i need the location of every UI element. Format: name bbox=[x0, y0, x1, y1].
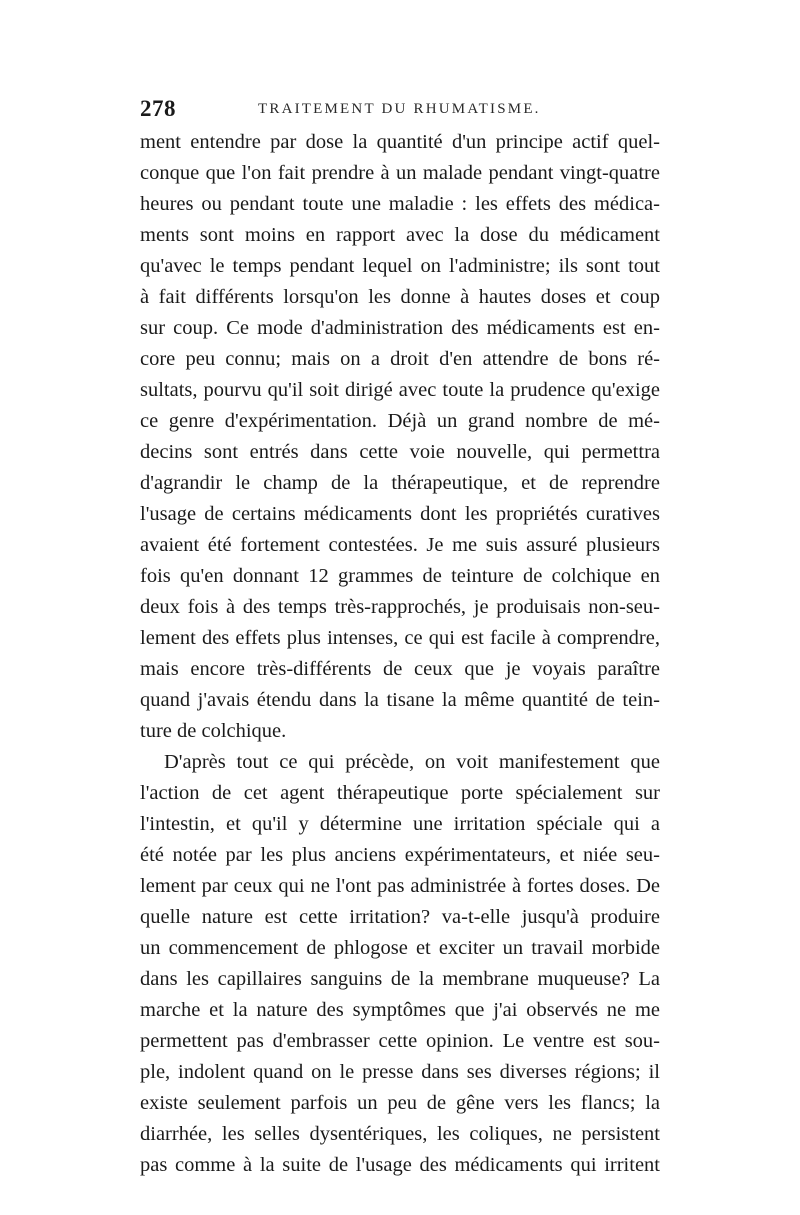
text-line: d'agrandir le champ de la thérapeutique, et de reprendre bbox=[140, 472, 660, 494]
running-head bbox=[140, 96, 660, 126]
text-line: permettent pas d'embrasser cette opinion. Le ventre est sou- bbox=[140, 1030, 660, 1052]
text-line: lement par ceux qui ne l'ont pas administrée à fortes doses. De bbox=[140, 875, 660, 897]
text-line: ments sont moins en rapport avec la dose du médicament bbox=[140, 224, 660, 246]
text-line: dans les capillaires sanguins de la membrane muqueuse? La bbox=[140, 968, 660, 990]
text-line: conque que l'on fait prendre à un malade pendant vingt-quatre bbox=[140, 162, 660, 184]
text-line: ment entendre par dose la quantité d'un principe actif quel- bbox=[140, 131, 660, 153]
text-line: été notée par les plus anciens expérimentateurs, et niée seu- bbox=[140, 844, 660, 866]
text-line: lement des effets plus intenses, ce qui est facile à comprendre, bbox=[140, 627, 660, 649]
text-line: ple, indolent quand on le presse dans ses diverses régions; il bbox=[140, 1061, 660, 1083]
text-line: l'usage de certains médicaments dont les propriétés curatives bbox=[140, 503, 660, 525]
text-line: ce genre d'expérimentation. Déjà un grand nombre de mé- bbox=[140, 410, 660, 432]
text-line: marche et la nature des symptômes que j'ai observés ne me bbox=[140, 999, 660, 1021]
text-line: quelle nature est cette irritation? va-t-elle jusqu'à produire bbox=[140, 906, 660, 928]
paragraph-start-line: D'après tout ce qui précède, on voit manifestement que bbox=[164, 751, 660, 773]
text-line: un commencement de phlogose et exciter un travail morbide bbox=[140, 937, 660, 959]
text-line: deux fois à des temps très-rapprochés, je produisais non-seu- bbox=[140, 596, 660, 618]
text-line: existe seulement parfois un peu de gêne vers les flancs; la bbox=[140, 1092, 660, 1114]
running-title: TRAITEMENT DU RHUMATISME. bbox=[258, 101, 541, 117]
text-line: sur coup. Ce mode d'administration des médicaments est en- bbox=[140, 317, 660, 339]
text-line: diarrhée, les selles dysentériques, les coliques, ne persistent bbox=[140, 1123, 660, 1145]
text-line: avaient été fortement contestées. Je me suis assuré plusieurs bbox=[140, 534, 660, 556]
text-line: l'intestin, et qu'il y détermine une irritation spéciale qui a bbox=[140, 813, 660, 835]
text-line: sultats, pourvu qu'il soit dirigé avec toute la prudence qu'exige bbox=[140, 379, 660, 401]
text-line: l'action de cet agent thérapeutique porte spécialement sur bbox=[140, 782, 660, 804]
text-line: decins sont entrés dans cette voie nouvelle, qui permettra bbox=[140, 441, 660, 463]
text-line: pas comme à la suite de l'usage des médicaments qui irritent bbox=[140, 1154, 660, 1176]
text-line: fois qu'en donnant 12 grammes de teinture de colchique en bbox=[140, 565, 660, 587]
paragraph-end-line: ture de colchique. bbox=[140, 720, 287, 742]
text-line: mais encore très-différents de ceux que je voyais paraître bbox=[140, 658, 660, 680]
text-line: heures ou pendant toute une maladie : les effets des médica- bbox=[140, 193, 660, 215]
text-line: core peu connu; mais on a droit d'en attendre de bons ré- bbox=[140, 348, 660, 370]
text-line: qu'avec le temps pendant lequel on l'administre; ils sont tout bbox=[140, 255, 660, 277]
page-number: 278 bbox=[140, 96, 176, 121]
text-line: à fait différents lorsqu'on les donne à hautes doses et coup bbox=[140, 286, 660, 308]
body-text bbox=[140, 127, 660, 1181]
text-line: quand j'avais étendu dans la tisane la même quantité de tein- bbox=[140, 689, 660, 711]
